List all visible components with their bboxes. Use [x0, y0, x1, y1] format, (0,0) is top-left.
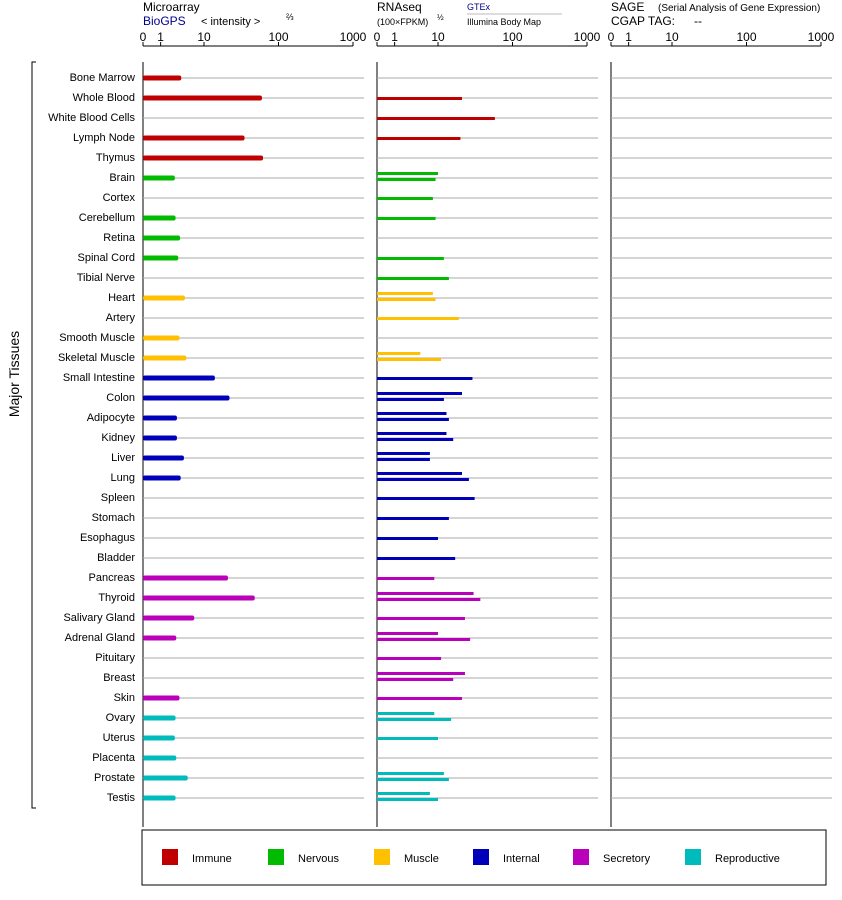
microarray-bar — [143, 236, 180, 241]
tissue-label: Thyroid — [98, 592, 135, 604]
tissue-label: Colon — [106, 392, 135, 404]
microarray-bar — [143, 576, 228, 581]
rnaseq-bar — [377, 257, 444, 260]
microarray-bar — [143, 136, 245, 141]
rnaseq-tick-label: 1000 — [573, 30, 601, 44]
tissue-label: Smooth Muscle — [59, 332, 135, 344]
microarray-source: BioGPS — [143, 14, 186, 28]
rnaseq-tick-label: 0 — [373, 30, 381, 44]
legend-swatch — [473, 849, 489, 865]
rnaseq-bar — [377, 737, 438, 740]
rnaseq-scale-exp: ½ — [437, 13, 444, 22]
tissue-label: Tibial Nerve — [76, 272, 135, 284]
rnaseq-bar — [377, 398, 444, 401]
rnaseq-bar — [377, 277, 449, 280]
tissue-label: Spleen — [100, 492, 135, 504]
rnaseq-bar — [377, 97, 462, 100]
rnaseq-bar — [377, 657, 441, 660]
microarray-bar — [143, 716, 176, 721]
rnaseq-bar — [377, 598, 480, 601]
tissue-label: Skin — [113, 692, 135, 704]
microarray-tick-label: 100 — [268, 30, 289, 44]
tissue-label: Whole Blood — [72, 92, 135, 104]
rnaseq-bar — [377, 772, 444, 775]
rnaseq-bar — [377, 412, 446, 415]
sage-tag-label: CGAP TAG: — [611, 14, 676, 28]
microarray-bar — [143, 616, 194, 621]
rnaseq-bar — [377, 712, 434, 715]
rnaseq-bar — [377, 472, 462, 475]
tissue-label: Testis — [106, 792, 135, 804]
microarray-bar — [143, 356, 186, 361]
tissue-label: Thymus — [95, 152, 135, 164]
rnaseq-tick-label: 100 — [502, 30, 523, 44]
sage-tick-label: 1000 — [807, 30, 835, 44]
rnaseq-bar — [377, 172, 438, 175]
microarray-bar — [143, 776, 188, 781]
rnaseq-bar — [377, 557, 455, 560]
tissue-label: Bone Marrow — [69, 72, 135, 84]
legend-swatch — [685, 849, 701, 865]
rnaseq-bar — [377, 358, 441, 361]
rnaseq-bar — [377, 697, 462, 700]
tissue-label: Retina — [103, 232, 135, 244]
rnaseq-bar — [377, 438, 453, 441]
tissue-label: Breast — [103, 672, 135, 684]
rnaseq-bar — [377, 718, 451, 721]
legend-label: Secretory — [603, 853, 651, 865]
tissue-label: Pancreas — [88, 572, 135, 584]
microarray-scale-exp: ⅔ — [286, 12, 294, 22]
rnaseq-bar — [377, 392, 462, 395]
tissue-label: Esophagus — [79, 532, 135, 544]
tissue-label: Prostate — [94, 772, 135, 784]
legend-label: Immune — [192, 853, 232, 865]
legend-label: Internal — [503, 853, 540, 865]
tissue-label: Liver — [111, 452, 135, 464]
tissue-label: Cortex — [102, 192, 135, 204]
rnaseq-bar — [377, 217, 436, 220]
rnaseq-bar — [377, 798, 438, 801]
tissue-label: Pituitary — [95, 652, 135, 664]
rnaseq-bar — [377, 432, 446, 435]
microarray-bar — [143, 476, 181, 481]
tissue-label: Small Intestine — [62, 372, 135, 384]
legend-label: Muscle — [404, 853, 439, 865]
tissue-label: Spinal Cord — [77, 252, 135, 264]
tissue-label: Cerebellum — [78, 212, 135, 224]
tissue-label: Stomach — [91, 512, 135, 524]
tissue-label: Lymph Node — [73, 132, 135, 144]
rnaseq-bar — [377, 577, 434, 580]
microarray-bar — [143, 76, 181, 81]
sage-title: SAGE — [611, 0, 645, 14]
microarray-bar — [143, 296, 185, 301]
tissue-label: Lung — [110, 472, 135, 484]
rnaseq-source-gtex: GTEx — [467, 2, 491, 12]
microarray-bar — [143, 416, 177, 421]
rnaseq-bar — [377, 458, 430, 461]
microarray-bar — [143, 256, 178, 261]
microarray-bar — [143, 696, 180, 701]
tissue-label: Salivary Gland — [63, 612, 135, 624]
tissue-label: White Blood Cells — [48, 112, 135, 124]
rnaseq-bar — [377, 672, 465, 675]
tissue-label: Skeletal Muscle — [57, 352, 135, 364]
rnaseq-bar — [377, 137, 460, 140]
legend-swatch — [374, 849, 390, 865]
microarray-bar — [143, 456, 184, 461]
microarray-scale-label: < intensity > — [201, 16, 261, 28]
rnaseq-bar — [377, 117, 495, 120]
tissue-label: Ovary — [105, 712, 135, 724]
tissue-label: Artery — [105, 312, 135, 324]
microarray-bar — [143, 636, 176, 641]
microarray-bar — [143, 156, 263, 161]
tissue-label: Placenta — [92, 752, 135, 764]
rnaseq-bar — [377, 537, 438, 540]
side-bracket — [32, 62, 36, 808]
rnaseq-bar — [377, 778, 449, 781]
sage-subtitle: (Serial Analysis of Gene Expression) — [658, 3, 821, 14]
microarray-tick-label: 1000 — [339, 30, 367, 44]
sage-tick-label: 1 — [625, 30, 632, 44]
microarray-tick-label: 0 — [139, 30, 147, 44]
rnaseq-bar — [377, 792, 430, 795]
microarray-bar — [143, 336, 180, 341]
rnaseq-bar — [377, 478, 469, 481]
rnaseq-title: RNAseq — [377, 0, 422, 14]
microarray-tick-label: 1 — [157, 30, 164, 44]
rnaseq-bar — [377, 197, 433, 200]
rnaseq-bar — [377, 178, 436, 181]
rnaseq-bar — [377, 497, 475, 500]
microarray-bar — [143, 216, 176, 221]
microarray-bar — [143, 176, 175, 181]
microarray-bar — [143, 596, 255, 601]
rnaseq-bar — [377, 638, 470, 641]
rnaseq-bar — [377, 678, 453, 681]
tissue-label: Adrenal Gland — [64, 632, 135, 644]
microarray-tick-label: 10 — [197, 30, 211, 44]
rnaseq-bar — [377, 617, 465, 620]
rnaseq-bar — [377, 517, 449, 520]
legend-swatch — [573, 849, 589, 865]
legend-swatch — [268, 849, 284, 865]
microarray-title: Microarray — [143, 0, 200, 14]
rnaseq-bar — [377, 352, 420, 355]
rnaseq-bar — [377, 298, 436, 301]
rnaseq-bar — [377, 317, 459, 320]
legend-label: Reproductive — [715, 853, 780, 865]
rnaseq-source-ibm: Illumina Body Map — [467, 17, 542, 27]
sage-tick-label: 0 — [607, 30, 615, 44]
rnaseq-tick-label: 1 — [391, 30, 398, 44]
microarray-bar — [143, 96, 262, 101]
tissue-label: Adipocyte — [86, 412, 135, 424]
sage-tag-value: -- — [694, 14, 702, 28]
rnaseq-bar — [377, 632, 438, 635]
sage-tick-label: 10 — [665, 30, 679, 44]
tissue-label: Uterus — [102, 732, 135, 744]
rnaseq-scale-label: (100×FPKM) — [377, 17, 429, 27]
rnaseq-bar — [377, 377, 472, 380]
microarray-bar — [143, 376, 215, 381]
rnaseq-bar — [377, 592, 474, 595]
rnaseq-tick-label: 10 — [431, 30, 445, 44]
rnaseq-bar — [377, 452, 430, 455]
microarray-bar — [143, 396, 230, 401]
microarray-bar — [143, 756, 176, 761]
legend-swatch — [162, 849, 178, 865]
tissue-label: Bladder — [97, 552, 135, 564]
microarray-bar — [143, 436, 177, 441]
legend-label: Nervous — [298, 853, 339, 865]
side-label: Major Tissues — [6, 330, 22, 418]
tissue-label: Heart — [108, 292, 135, 304]
rnaseq-bar — [377, 418, 449, 421]
tissue-label: Brain — [109, 172, 135, 184]
microarray-bar — [143, 796, 176, 801]
rnaseq-bar — [377, 292, 433, 295]
microarray-bar — [143, 736, 175, 741]
sage-tick-label: 100 — [736, 30, 757, 44]
tissue-label: Kidney — [101, 432, 135, 444]
